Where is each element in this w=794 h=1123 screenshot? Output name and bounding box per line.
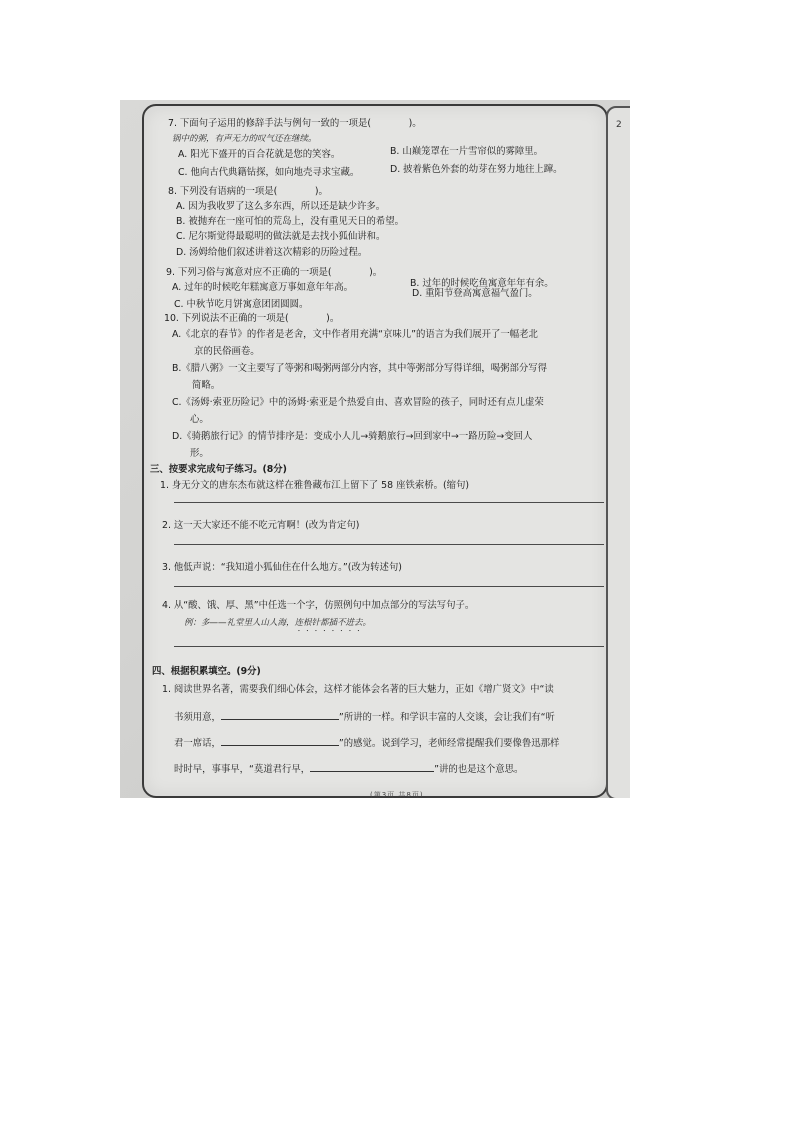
section3-title: 三、按要求完成句子练习。(8分) bbox=[150, 464, 287, 475]
q7-option-c: C. 他向古代典籍钻探，如向地壳寻求宝藏。 bbox=[178, 167, 360, 178]
s3-item-1: 1. 身无分文的唐东杰布就这样在雅鲁藏布江上留下了 58 座铁索桥。(缩句) bbox=[160, 480, 470, 491]
s4-line-4 bbox=[174, 762, 523, 776]
q10-line: A.《北京的春节》的作者是老舍，文中作者用充满“京味儿”的语言为我们展开了一幅老北 bbox=[172, 329, 538, 340]
q10-line: 京的民俗画卷。 bbox=[194, 346, 260, 357]
next-page-edge bbox=[606, 106, 630, 798]
q7-example: 锅中的粥，有声无力的叹气还在继续。 bbox=[172, 134, 317, 144]
q9-option-b: B. 过年的时候吃鱼寓意年年有余。 bbox=[410, 278, 554, 289]
q7-option-a: A. 阳光下盛开的百合花就是您的笑容。 bbox=[178, 149, 341, 160]
q8-option-b: B. 被抛弃在一座可怕的荒岛上，没有重见天日的希望。 bbox=[176, 216, 405, 227]
fill-blank-3[interactable] bbox=[310, 762, 434, 772]
fill-blank-1[interactable] bbox=[221, 710, 339, 720]
q10-line: 心。 bbox=[190, 414, 209, 425]
s4-line-2 bbox=[174, 710, 555, 724]
s4-line-1: 1. 阅读世界名著，需要我们细心体会，这样才能体会名著的巨大魅力，正如《增广贤文》中“读 bbox=[162, 684, 554, 695]
s4-line-2-a: 书须用意， bbox=[174, 712, 221, 723]
answer-line-1[interactable] bbox=[174, 502, 604, 503]
s4-line-3-a: 君一席话， bbox=[174, 738, 221, 749]
q7-stem: 7. 下面句子运用的修辞手法与例句一致的一项是( )。 bbox=[168, 118, 422, 129]
page-footer: (第3页 共8页) bbox=[370, 791, 424, 798]
s3-example bbox=[184, 617, 371, 633]
s3-item-3: 3. 他低声说：“我知道小狐仙住在什么地方。”(改为转述句) bbox=[162, 562, 402, 573]
q8-option-c: C. 尼尔斯觉得最聪明的做法就是去找小狐仙讲和。 bbox=[176, 231, 386, 242]
q8-option-d: D. 汤姆给他们叙述讲着这次精彩的历险过程。 bbox=[176, 247, 368, 258]
q7-option-b: B. 山巅笼罩在一片雪帘似的雾障里。 bbox=[390, 146, 544, 157]
q9-stem: 9. 下列习俗与寓意对应不正确的一项是( )。 bbox=[166, 267, 383, 278]
answer-line-2[interactable] bbox=[174, 544, 604, 545]
answer-line-4[interactable] bbox=[174, 646, 604, 647]
scanned-photo bbox=[120, 100, 630, 798]
fill-blank-2[interactable] bbox=[221, 736, 339, 746]
s4-line-4-a: 时时早，事事早，“莫道君行早， bbox=[174, 764, 311, 775]
q10-line: C.《汤姆·索亚历险记》中的汤姆·索亚是个热爱自由、喜欢冒险的孩子，同时还有点儿虚荣 bbox=[172, 397, 544, 408]
q8-option-a: A. 因为我收罗了这么多东西，所以还是缺少许多。 bbox=[176, 201, 386, 212]
s3-item-2: 2. 这一天大家还不能不吃元宵啊！(改为肯定句) bbox=[162, 520, 360, 531]
side-page-number: 2 bbox=[616, 120, 622, 130]
q10-line: B.《腊八粥》一文主要写了等粥和喝粥两部分内容，其中等粥部分写得详细，喝粥部分写得 bbox=[172, 363, 548, 374]
example-prefix: 例：多——礼堂里人山人海， bbox=[184, 618, 295, 628]
q10-line: 简略。 bbox=[192, 380, 221, 391]
s4-line-3 bbox=[174, 736, 559, 750]
q9-option-a: A. 过年的时候吃年糕寓意万事如意年年高。 bbox=[172, 282, 353, 293]
s4-line-4-b: ”讲的也是这个意思。 bbox=[434, 764, 524, 775]
q9-option-c: C. 中秋节吃月饼寓意团团圆圆。 bbox=[174, 299, 309, 310]
q10-line: D.《骑鹅旅行记》的情节排序是：变成小人儿→骑鹅旅行→回到家中→一路历险→变回人 bbox=[172, 431, 533, 442]
q10-line: 形。 bbox=[190, 448, 209, 459]
s3-item-4: 4. 从“酸、饿、厚、黑”中任选一个字，仿照例句中加点部分的写法写句子。 bbox=[162, 600, 475, 611]
q9-option-d: D. 重阳节登高寓意福气盈门。 bbox=[412, 288, 538, 299]
q8-stem: 8. 下列没有语病的一项是( )。 bbox=[168, 186, 328, 197]
exam-sheet bbox=[142, 104, 608, 798]
section4-title: 四、根据积累填空。(9分) bbox=[152, 666, 261, 677]
s4-line-2-b: ”所讲的一样。和学识丰富的人交谈，会让我们有“听 bbox=[338, 712, 555, 723]
q10-stem: 10. 下列说法不正确的一项是( )。 bbox=[164, 313, 340, 324]
q7-option-d: D. 披着紫色外套的幼芽在努力地往上蹿。 bbox=[390, 164, 563, 175]
answer-line-3[interactable] bbox=[174, 586, 604, 587]
s4-line-3-b: ”的感觉。说到学习，老师经常提醒我们要像鲁迅那样 bbox=[338, 738, 560, 749]
example-dotted: 连根针都插不进去。 bbox=[294, 618, 372, 628]
